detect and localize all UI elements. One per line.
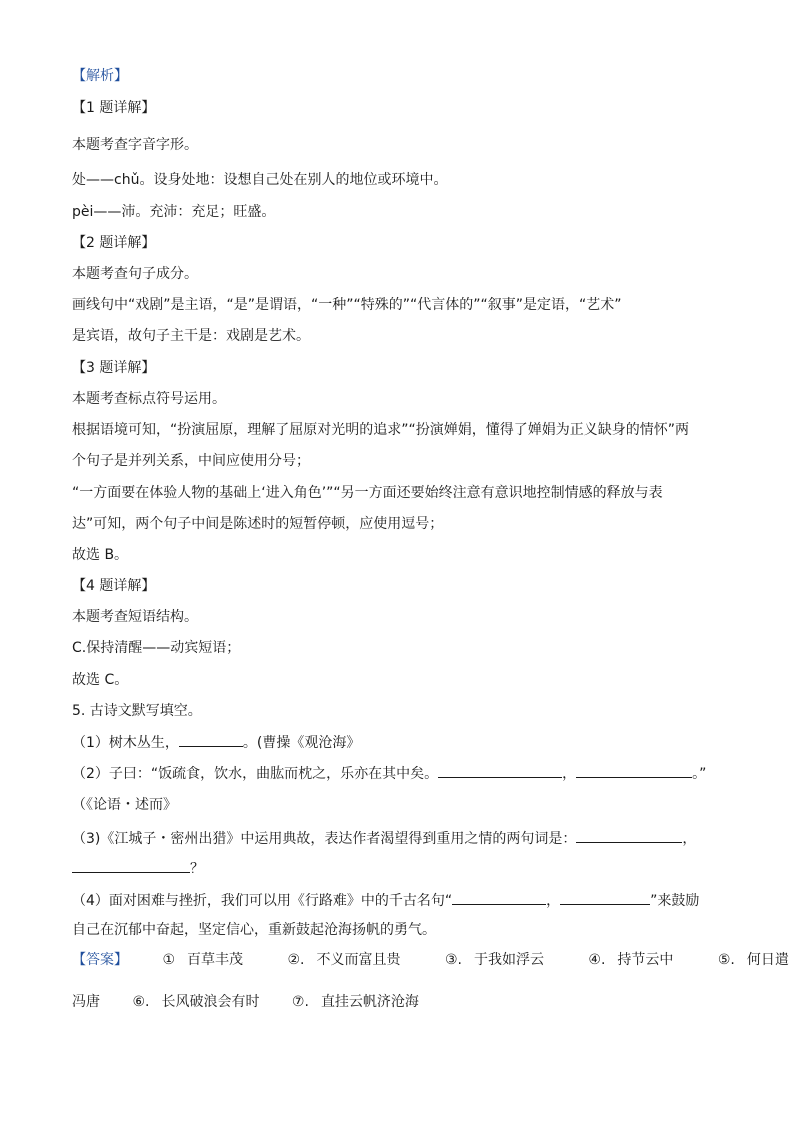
q5-s4-text-b: ， bbox=[546, 893, 561, 909]
answer-item-5-cont: 冯唐 bbox=[72, 994, 100, 1010]
q2-line-1: 本题考查句子成分。 bbox=[72, 266, 198, 282]
q3-line-2: 根据语境可知，“扮演屈原，理解了屈原对光明的追求”“扮演婵娟，懂得了婵娟为正义缺身的情怀”两 bbox=[72, 422, 690, 438]
q5-sentence-2 bbox=[72, 763, 706, 784]
q4-line-1: 本题考查短语结构。 bbox=[72, 609, 198, 625]
q5-s4-text-c: ”来鼓励 bbox=[650, 893, 700, 909]
q5-sentence-4 bbox=[72, 890, 699, 911]
answer-item-5: ⑤. 何日遣 bbox=[717, 952, 789, 968]
q5-s3-text-b: ， bbox=[682, 831, 697, 847]
answer-item-6: ⑥. 长风破浪会有时 bbox=[132, 994, 260, 1010]
q5-sentence-3 bbox=[72, 828, 696, 849]
q5-sentence-3-cont bbox=[72, 858, 204, 879]
q5-s3-blank-2[interactable] bbox=[72, 858, 190, 873]
q3-line-4: “一方面要在体验人物的基础上‘进入角色’”“另一方面还要始终注意有意识地控制情感的释放与表 bbox=[72, 485, 663, 501]
answer-item-4: ④. 持节云中 bbox=[588, 952, 674, 968]
q3-header: 【3 题详解】 bbox=[72, 360, 156, 376]
analysis-label: 【解析】 bbox=[72, 68, 128, 84]
q4-line-2: C.保持清醒——动宾短语； bbox=[72, 640, 241, 656]
q4-line-3: 故选 C。 bbox=[72, 672, 129, 688]
q5-s3-text-a: （3)《江城子・密州出猎》中运用典故，表达作者渴望得到重用之情的两句词是： bbox=[72, 831, 577, 847]
q5-s4-blank-1[interactable] bbox=[452, 890, 546, 905]
q5-s2-text-c: 。” bbox=[692, 766, 707, 782]
q5-s2-blank-1[interactable] bbox=[438, 763, 562, 778]
q1-line-2: 处——chǔ。设身处地：设想自己处在别人的地位或环境中。 bbox=[72, 172, 448, 188]
q1-line-1: 本题考查字音字形。 bbox=[72, 137, 198, 153]
answer-row bbox=[72, 950, 789, 970]
q3-line-1: 本题考查标点符号运用。 bbox=[72, 391, 226, 407]
answer-item-1: ① 百草丰茂 bbox=[162, 952, 244, 968]
q5-title: 5. 古诗文默写填空。 bbox=[72, 703, 202, 719]
q2-line-2: 画线句中“戏剧”是主语，“是”是谓语，“一种”“特殊的”“代言体的”“叙事”是定语，“艺术” bbox=[72, 297, 622, 313]
q5-s4-blank-2[interactable] bbox=[560, 890, 650, 905]
answer-item-2: ②. 不义而富且贵 bbox=[287, 952, 401, 968]
q5-s3-blank-1[interactable] bbox=[576, 828, 682, 843]
q3-line-6: 故选 B。 bbox=[72, 547, 129, 563]
answer-label: 【答案】 bbox=[72, 952, 128, 968]
answer-item-3: ③. 于我如浮云 bbox=[444, 952, 544, 968]
q5-s1-blank[interactable] bbox=[179, 732, 243, 747]
q3-line-3: 个句子是并列关系，中间应使用分号； bbox=[72, 453, 310, 469]
q2-line-3: 是宾语，故句子主干是：戏剧是艺术。 bbox=[72, 328, 310, 344]
q2-header: 【2 题详解】 bbox=[72, 235, 156, 251]
answer-item-7: ⑦. 直挂云帆济沧海 bbox=[291, 994, 419, 1010]
q3-line-5: 达”可知，两个句子中间是陈述时的短暂停顿，应使用逗号； bbox=[72, 516, 444, 532]
q5-s3-text-c: ？ bbox=[190, 861, 204, 877]
answer-row-2 bbox=[72, 992, 419, 1012]
q5-s2-source: （《论语・述而》 bbox=[72, 797, 177, 813]
q5-s1-text-a: （1）树木丛生， bbox=[72, 735, 179, 751]
q5-s2-blank-2[interactable] bbox=[576, 763, 692, 778]
q1-header: 【1 题详解】 bbox=[72, 100, 156, 116]
q5-sentence-1 bbox=[72, 732, 360, 753]
q5-s2-text-a: （2）子曰：“饭疏食，饮水，曲肱而枕之，乐亦在其中矣。 bbox=[72, 766, 439, 782]
q5-s4-text-a: （4）面对困难与挫折，我们可以用《行路难》中的千古名句“ bbox=[72, 893, 453, 909]
q5-sentence-4-cont: 自己在沉郁中奋起，坚定信心，重新鼓起沧海扬帆的勇气。 bbox=[72, 922, 436, 938]
q4-header: 【4 题详解】 bbox=[72, 578, 156, 594]
q5-s1-text-b: 。(曹操《观沧海》 bbox=[242, 735, 361, 751]
q5-s2-text-b: ， bbox=[562, 766, 577, 782]
q1-line-3: pèi——沛。充沛：充足；旺盛。 bbox=[72, 204, 276, 220]
